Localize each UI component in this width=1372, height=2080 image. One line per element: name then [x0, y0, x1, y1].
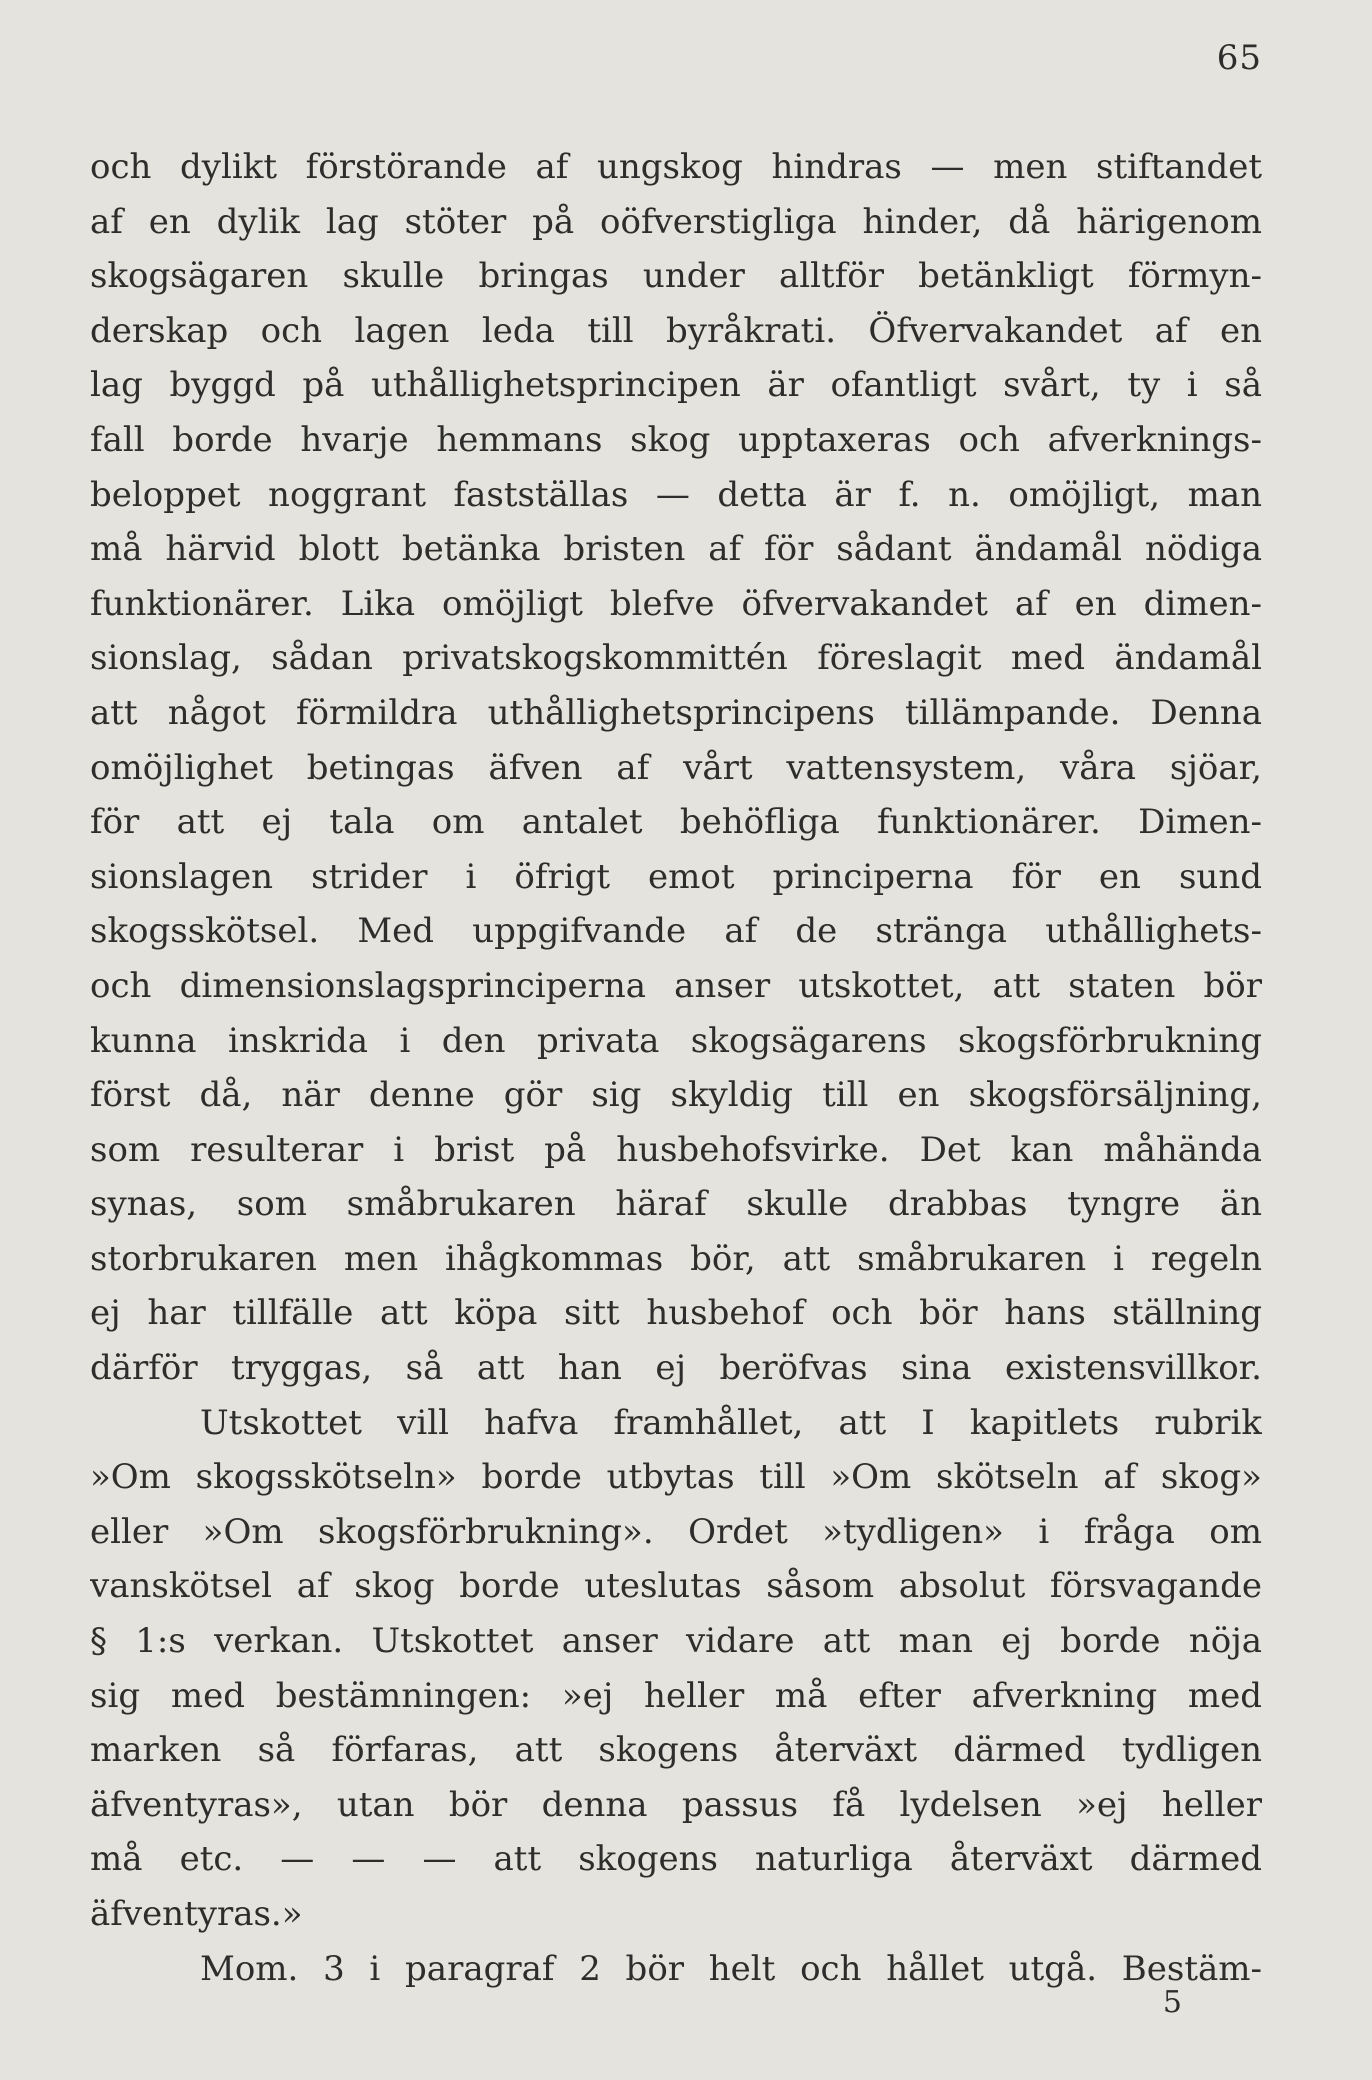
text-line: funktionärer. Lika omöjligt blefve öfvervakandet af en dimen- — [90, 583, 1262, 624]
signature-mark: 5 — [1162, 1985, 1182, 2020]
text-line: marken så förfaras, att skogens återväxt därmed tydligen — [90, 1730, 1262, 1771]
body-text — [90, 140, 1262, 1996]
text-line: § 1:s verkan. Utskottet anser vidare att man ej borde nöja — [90, 1621, 1262, 1662]
text-line: må härvid blott betänka bristen af för sådant ändamål nödiga — [90, 529, 1262, 570]
text-line: lag byggd på uthållighetsprincipen är ofantligt svårt, ty i så — [90, 365, 1262, 406]
text-line: skogsägaren skulle bringas under alltför betänkligt förmyn- — [90, 256, 1262, 297]
text-line: och dylikt förstörande af ungskog hindras — men stiftandet — [90, 147, 1262, 187]
text-line: att något förmildra uthållighetsprincipens tillämpande. Denna — [90, 692, 1262, 733]
page-number: 65 — [1216, 38, 1262, 78]
text-line: beloppet noggrant fastställas — detta är f. n. omöjligt, man — [90, 474, 1262, 515]
paragraph-start-line: Mom. 3 i paragraf 2 bör helt och hållet utgå. Bestäm- — [200, 1948, 1262, 1989]
text-line: storbrukaren men ihågkommas bör, att småbrukaren i regeln — [90, 1238, 1262, 1279]
text-line: äfventyras», utan bör denna passus få lydelsen »ej heller — [90, 1784, 1262, 1825]
text-line: sionslagen strider i öfrigt emot principerna för en sund — [90, 856, 1262, 897]
text-line: må etc. — — — att skogens naturliga återväxt därmed — [90, 1839, 1262, 1880]
text-line: eller »Om skogsförbrukning». Ordet »tydligen» i fråga om — [90, 1511, 1262, 1552]
text-line: först då, när denne gör sig skyldig till en skogsförsäljning, — [90, 1075, 1262, 1116]
text-line: sig med bestämningen: »ej heller må efter afverkning med — [90, 1675, 1262, 1716]
text-line: af en dylik lag stöter på oöfverstigliga hinder, då härigenom — [90, 201, 1262, 242]
paragraph-start-line: Utskottet vill hafva framhållet, att I kapitlets rubrik — [200, 1402, 1262, 1443]
paragraph-end-line: äfventyras.» — [90, 1894, 303, 1934]
text-line: fall borde hvarje hemmans skog upptaxeras och afverknings- — [90, 419, 1262, 460]
text-line: sionslag, sådan privatskogskommittén föreslagit med ändamål — [90, 638, 1262, 679]
text-line: för att ej tala om antalet behöfliga funktionärer. Dimen- — [90, 802, 1262, 843]
text-line: omöjlighet betingas äfven af vårt vattensystem, våra sjöar, — [90, 747, 1262, 788]
text-line: skogsskötsel. Med uppgifvande af de stränga uthållighets- — [90, 911, 1262, 952]
text-line: kunna inskrida i den privata skogsägarens skogsförbrukning — [90, 1020, 1262, 1061]
text-line: derskap och lagen leda till byråkrati. Öfvervakandet af en — [90, 310, 1262, 351]
text-line: som resulterar i brist på husbehofsvirke. Det kan måhända — [90, 1129, 1262, 1170]
text-line: ej har tillfälle att köpa sitt husbehof och bör hans ställning — [90, 1293, 1262, 1334]
text-line: vanskötsel af skog borde uteslutas såsom absolut försvagande — [90, 1566, 1262, 1607]
text-line: och dimensionslagsprinciperna anser utskottet, att staten bör — [90, 965, 1262, 1006]
text-line: »Om skogsskötseln» borde utbytas till »Om skötseln af skog» — [90, 1457, 1262, 1498]
text-line: synas, som småbrukaren häraf skulle drabbas tyngre än — [90, 1184, 1262, 1225]
text-line: därför tryggas, så att han ej beröfvas sina existensvillkor. — [90, 1348, 1262, 1389]
